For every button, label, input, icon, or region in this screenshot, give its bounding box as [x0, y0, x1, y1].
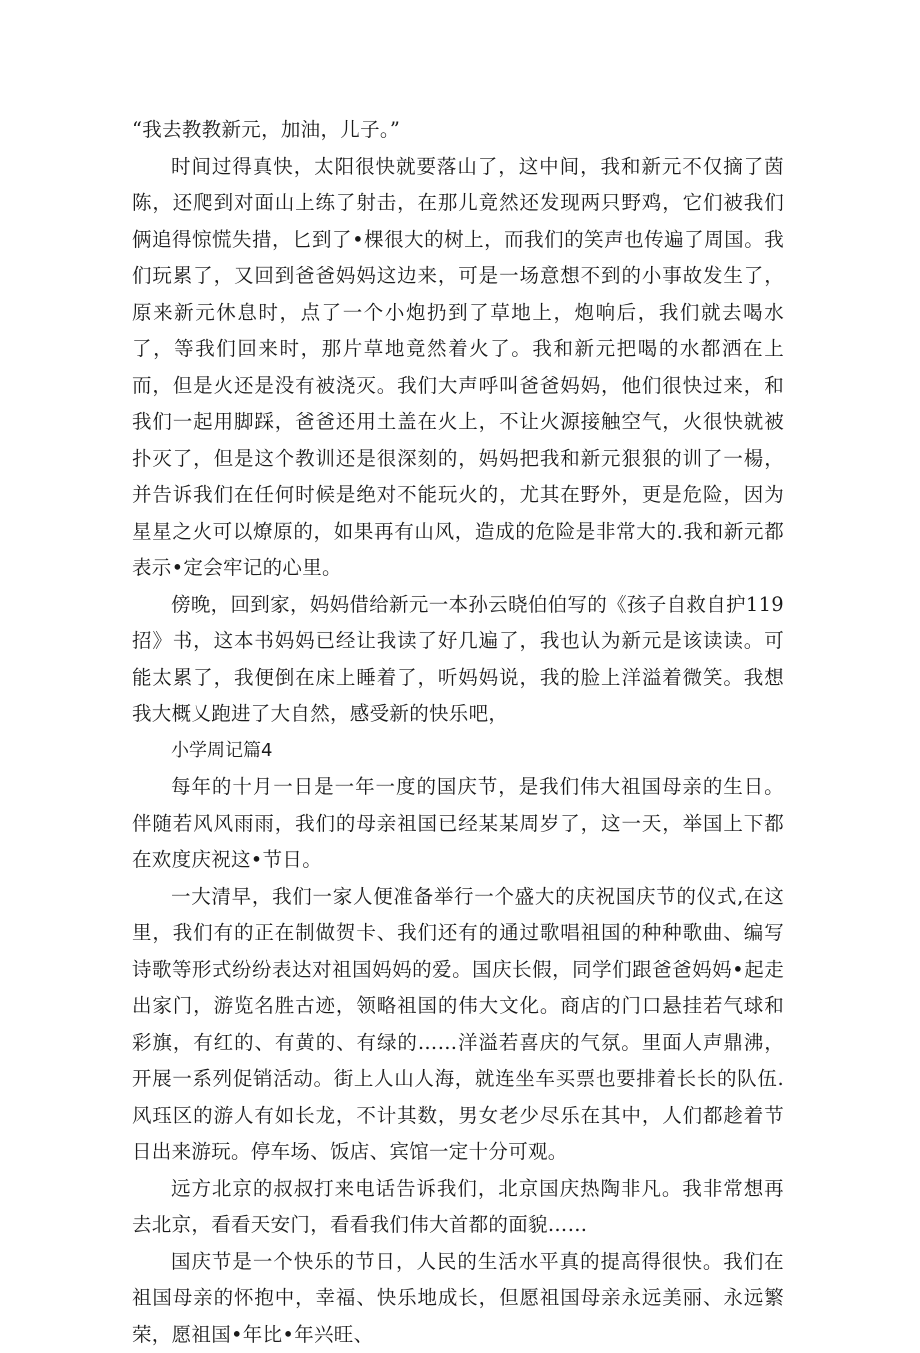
paragraph-closing: 国庆节是一个快乐的节日，人民的生活水平真的提高得很快。我们在祖国母亲的怀抱中，幸福、快乐地成长，但愿祖国母亲永远美丽、永远繁荣，愿祖国•年比•年兴旺、 [132, 1244, 784, 1353]
paragraph-quote: “我去教教新元，加油，儿子。” [132, 112, 784, 149]
section-heading: 小学周记篇4 [132, 733, 784, 770]
document-body [132, 112, 784, 1353]
paragraph-national-day-intro: 每年的十月一日是一年一度的国庆节，是我们伟大祖国母亲的生日。伴随若风风雨雨，我们的母亲祖国已经某某周岁了，这一天，举国上下都在欢度庆祝这•节日。 [132, 769, 784, 879]
paragraph-beijing: 远方北京的叔叔打来电话告诉我们，北京国庆热陶非凡。我非常想再去北京，看看天安门，看看我们伟大首都的面貌…… [132, 1171, 784, 1244]
paragraph-celebration: 一大清早，我们一家人便准备举行一个盛大的庆祝国庆节的仪式,在这里，我们有的正在制做贺卡、我们还有的通过歌唱祖国的种种歌曲、编写诗歌等形式纷纷表达对祖国妈妈的爱。国庆长假，同学们跟爸爸妈妈•起走出家门，游览名胜古迹，领略祖国的伟大文化。商店的门口悬挂若气球和彩旗，有红的、有黄的、有绿的……洋溢若喜庆的气氛。里面人声鼎沸，开展一系列促销活动。街上人山人海，就连坐车买票也要排着长长的队伍.风珏区的游人有如长龙，不计其数，男女老少尽乐在其中，人们都趁着节日出来游玩。停车场、饭店、宾馆一定十分可观。 [132, 879, 784, 1171]
paragraph-afternoon-fire: 时间过得真快，太阳很快就要落山了，这中间，我和新元不仅摘了茵陈，还爬到对面山上练了射击，在那儿竟然还发现两只野鸡，它们被我们俩追得惊慌失措，匕到了•棵很大的树上，而我们的笑声也传遍了周国。我们玩累了，又回到爸爸妈妈这边来，可是一场意想不到的小事故发生了，原来新元休息时，点了一个小炮扔到了草地上，炮响后，我们就去喝水了，等我们回来时，那片草地竟然着火了。我和新元把喝的水都洒在上而，但是火还是没有被浇灭。我们大声呼叫爸爸妈妈，他们很快过来，和我们一起用脚踩，爸爸还用土盖在火上，不让火源接触空气，火很快就被扑灭了，但是这个教训还是很深刻的，妈妈把我和新元狠狠的训了一楊，并告诉我们在任何时候是绝对不能玩火的，尤其在野外，更是危险，因为星星之火可以燎原的，如果再有山风，造成的危险是非常大的.我和新元都表示•定会牢记的心里。 [132, 149, 784, 587]
paragraph-evening: 傍晚，回到家，妈妈借给新元一本孙云晓伯伯写的《孩子自救自护119招》书，这本书妈妈已经让我读了好几遍了，我也认为新元是该读读。可能太累了，我便倒在床上睡着了，听妈妈说，我的脸上洋溢着微笑。我想我大概乂跑进了大自然，感受新的快乐吧， [132, 587, 784, 733]
